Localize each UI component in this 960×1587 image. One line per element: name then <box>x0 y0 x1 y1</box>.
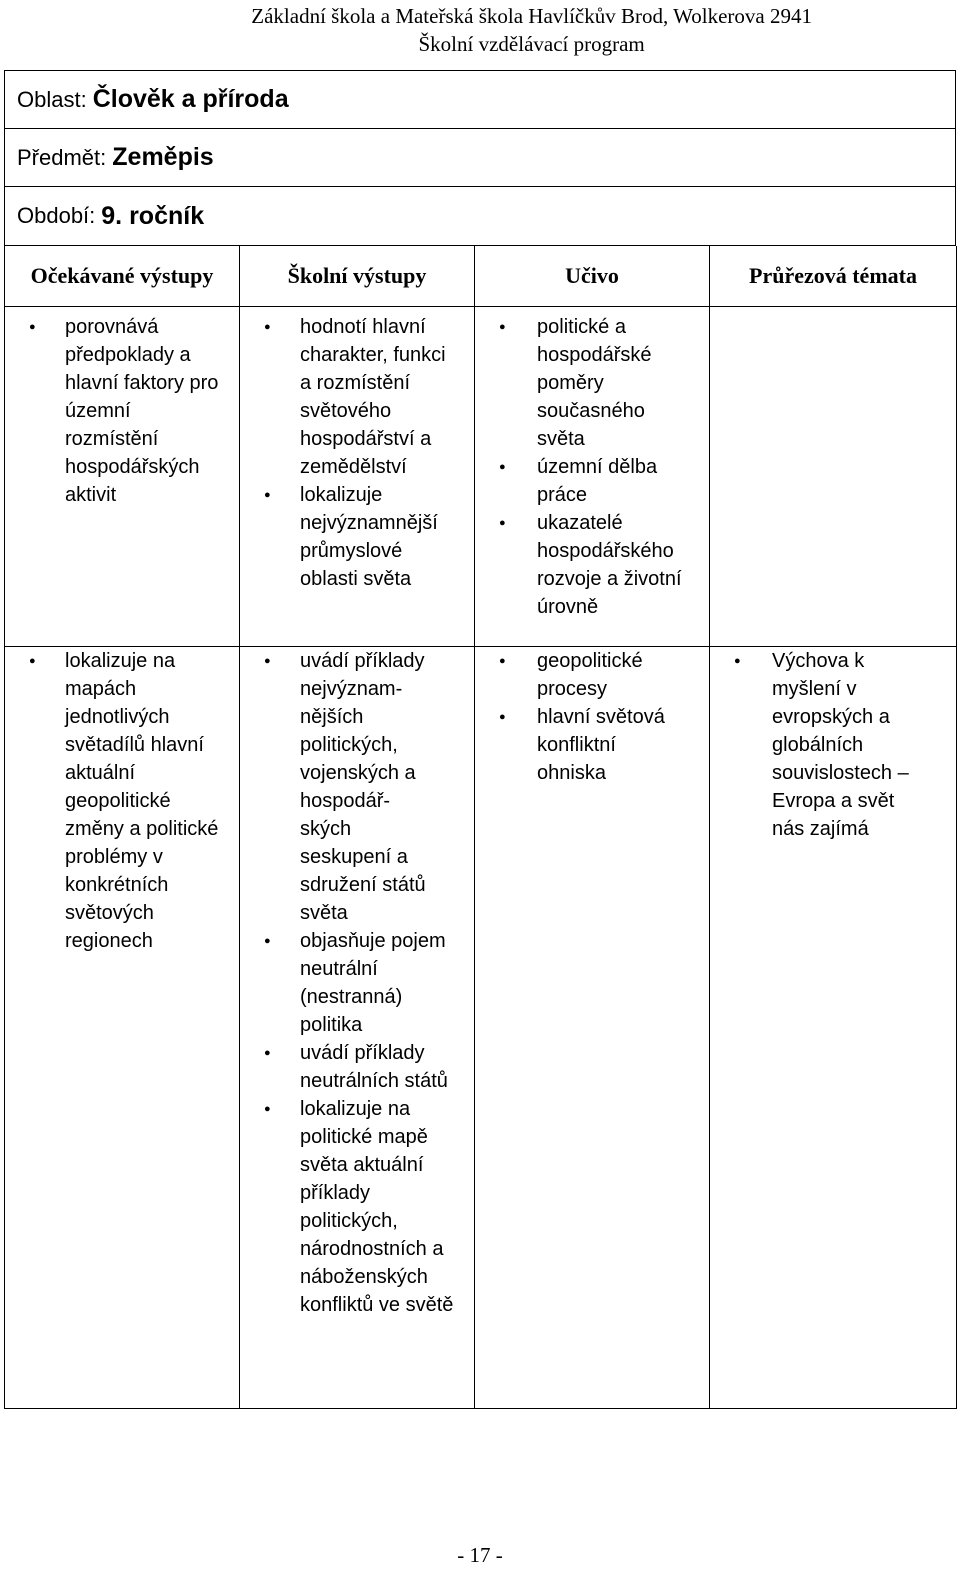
header-prurezova-temata: Průřezová témata <box>710 246 957 307</box>
list-item: ● politické a hospodářské poměry současného světa <box>475 313 687 453</box>
list-item: ● ukazatelé hospodářského rozvoje a životní úrovně <box>475 509 687 621</box>
document-header <box>251 2 812 58</box>
header-ucivo: Učivo <box>475 246 710 307</box>
list-item: ● lokalizuje na politické mapě světa aktuální příklady politických, národnostních a náboženských konfliktů ve světě <box>240 1095 460 1319</box>
school-name: Základní škola a Mateřská škola Havlíčkův Brod, Wolkerova 2941 <box>251 4 812 28</box>
table-row <box>5 647 957 1409</box>
list-item: ● územní dělba práce <box>475 453 687 509</box>
predmet-label: Předmět: <box>17 144 107 170</box>
oblast-label: Oblast: <box>17 86 87 112</box>
list-item: ● Výchova k myšlení v evropských a globálních souvislostech – Evropa a svět nás zajímá <box>710 647 932 843</box>
list-item: ● lokalizuje na mapách jednotlivých světadílů hlavní aktuální geopolitické změny a politické problémy v konkrétních světových regionech <box>5 647 225 955</box>
info-box <box>4 70 956 246</box>
obdobi-row <box>5 187 955 245</box>
cell-ocekavane-1 <box>5 307 240 647</box>
cell-ocekavane-2 <box>5 647 240 1409</box>
cell-ucivo-1 <box>475 307 710 647</box>
oblast-value: Člověk a příroda <box>92 85 289 113</box>
table-row <box>5 307 957 647</box>
predmet-row <box>5 129 955 187</box>
list-item: ● uvádí příklady neutrálních států <box>240 1039 460 1095</box>
header-ocekavane-vystupy: Očekávané výstupy <box>5 246 240 307</box>
oblast-row <box>5 71 955 129</box>
table-header-row <box>5 246 957 307</box>
cell-ucivo-2 <box>475 647 710 1409</box>
page-number: - 17 - <box>457 1543 503 1567</box>
list-item: ● lokalizuje nejvýznamnější průmyslové oblasti světa <box>240 481 460 593</box>
header-skolni-vystupy: Školní výstupy <box>240 246 475 307</box>
program-name: Školní vzdělávací program <box>418 32 645 56</box>
obdobi-label: Období: <box>17 203 96 228</box>
list-item: ● geopolitické procesy <box>475 647 687 703</box>
predmet-value: Zeměpis <box>112 143 214 171</box>
cell-skolni-1 <box>240 307 475 647</box>
list-item: ● porovnává předpoklady a hlavní faktory pro územní rozmístění hospodářských aktivit <box>5 313 225 509</box>
list-item: ● objasňuje pojem neutrální (nestranná) politika <box>240 927 460 1039</box>
cell-prurezova-1 <box>710 307 957 647</box>
list-item: ● hodnotí hlavní charakter, funkci a rozmístění světového hospodářství a zemědělství <box>240 313 460 481</box>
obdobi-value: 9. ročník <box>101 201 205 230</box>
cell-skolni-2 <box>240 647 475 1409</box>
list-item: ● uvádí příklady nejvýznam-nějších politických, vojenských a hospodář-ských seskupení a sdružení států světa <box>240 647 440 927</box>
curriculum-table <box>4 246 957 1409</box>
cell-prurezova-2 <box>710 647 957 1409</box>
list-item: ● hlavní světová konfliktní ohniska <box>475 703 687 787</box>
